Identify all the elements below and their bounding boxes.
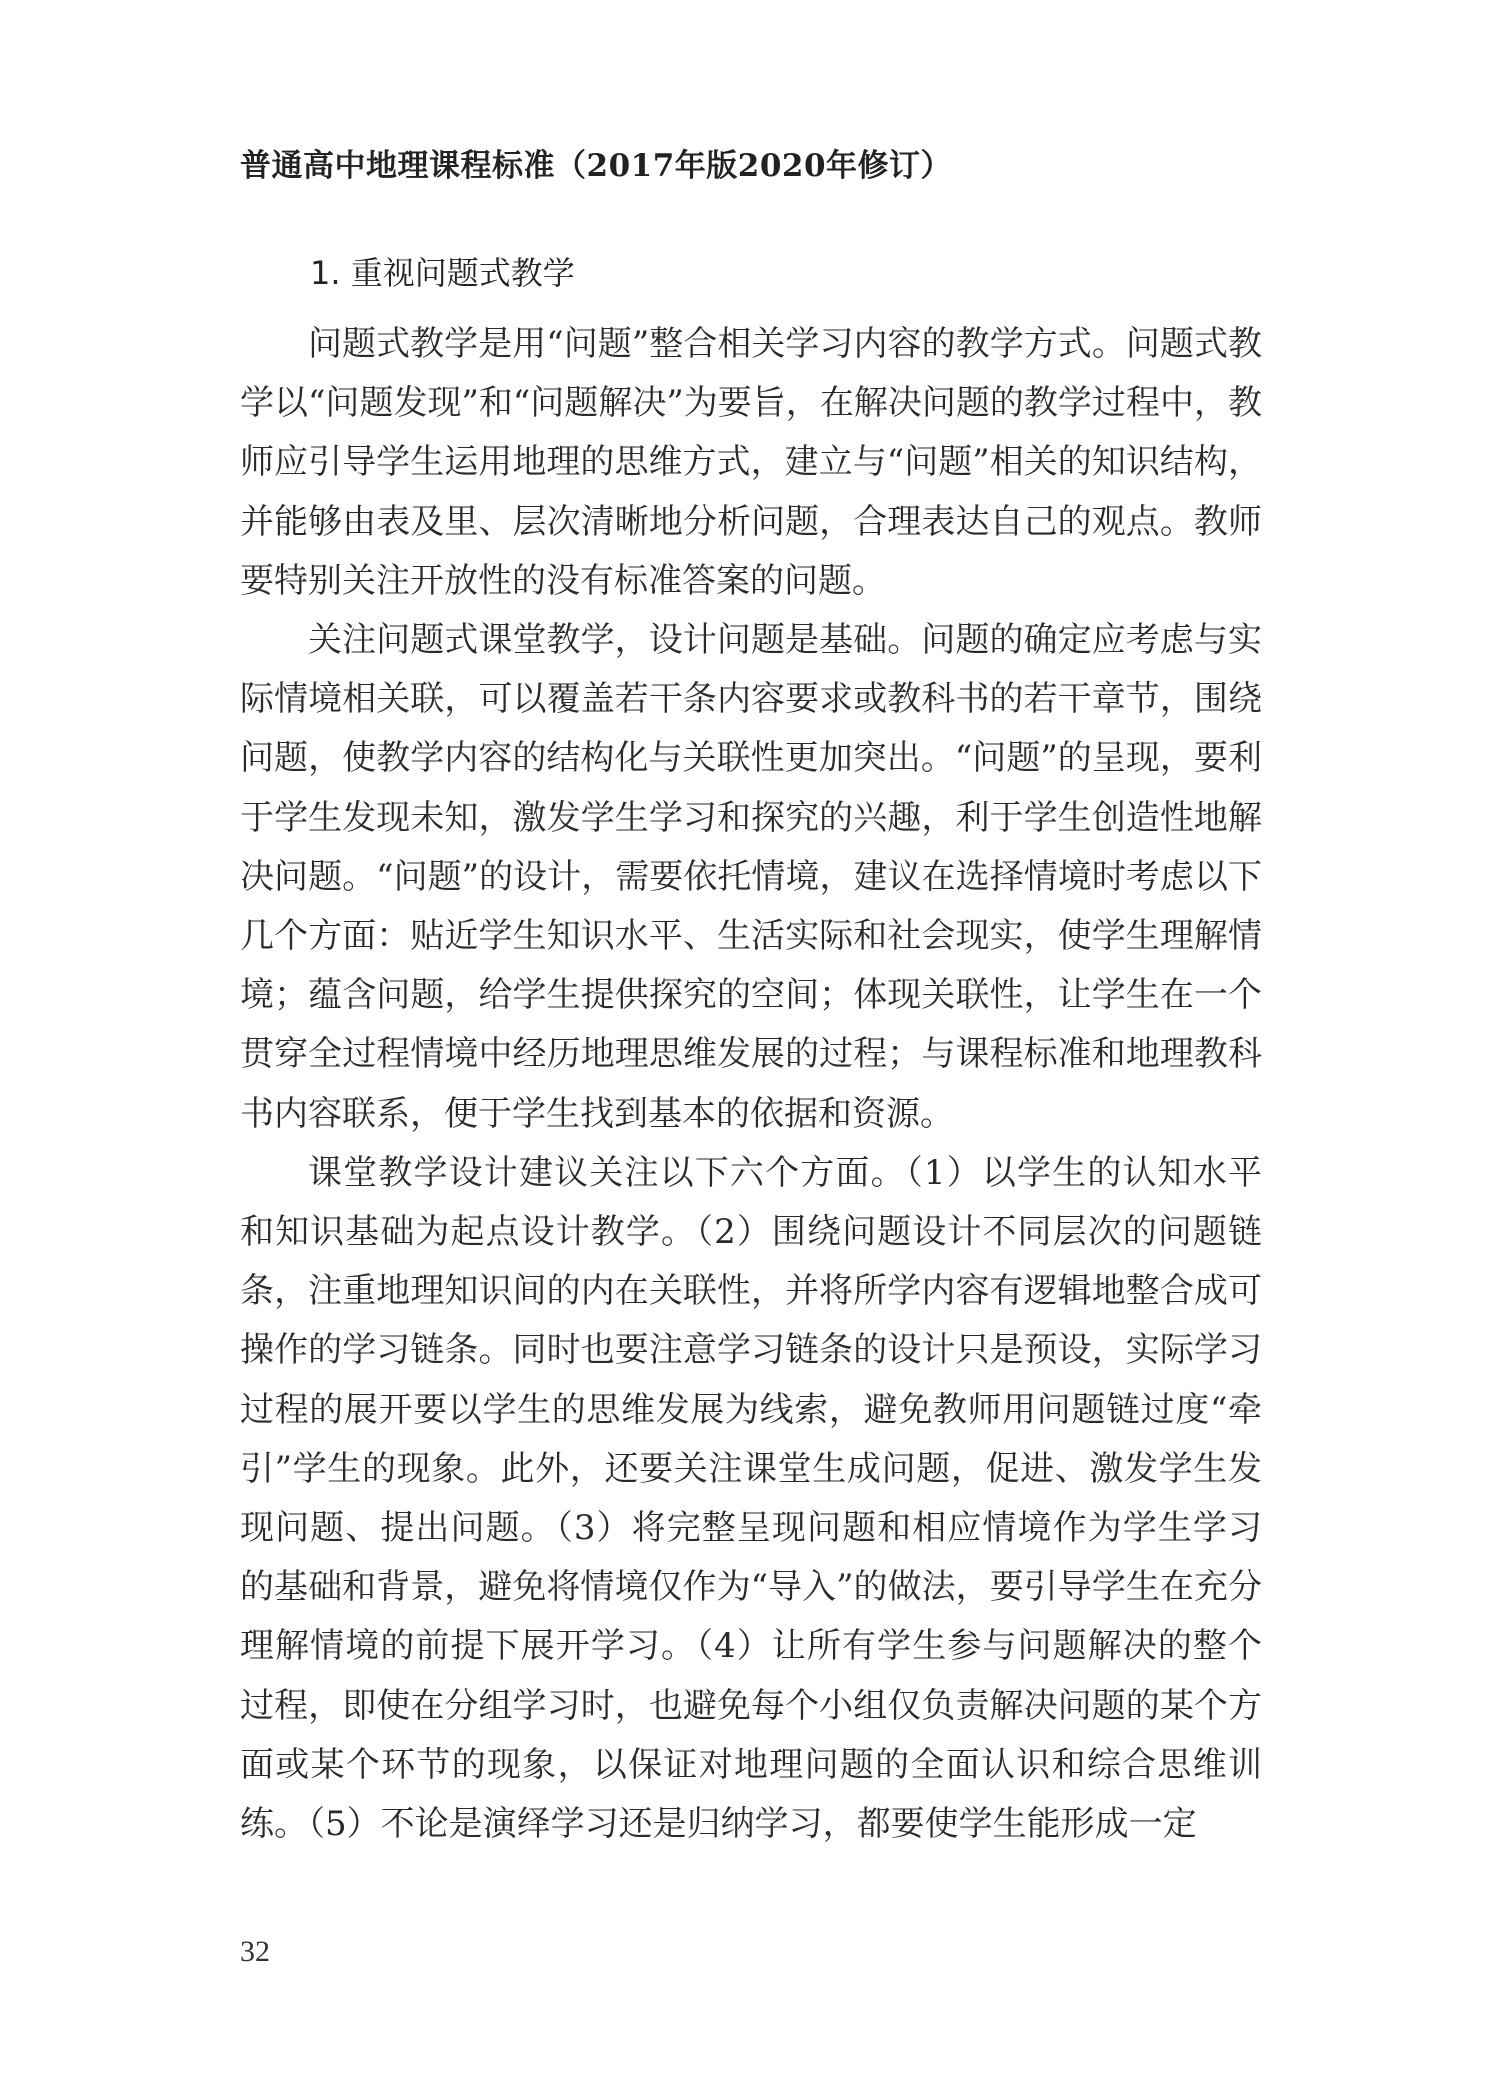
paragraph-classroom-design: 课堂教学设计建议关注以下六个方面。（1）以学生的认知水平和知识基础为起点设计教学。（2）围绕问题设计不同层次的问题链条，注重地理知识间的内在关联性，并将所学内容有逻辑地整合成可操作的学习链条。同时也要注意学习链条的设计只是预设，实际学习过程的展开要以学生的思维发展为线索，避免教师用问题链过度“牵引”学生的现象。此外，还要关注课堂生成问题，促进、激发学生发现问题、提出问题。（3）将完整呈现问题和相应情境作为学生学习的基础和背景，避免将情境仅作为“导入”的做法，要引导学生在充分理解情境的前提下展开学习。（4）让所有学生参与问题解决的整个过程，即使在分组学习时，也避免每个小组仅负责解决问题的某个方面或某个环节的现象，以保证对地理问题的全面认识和综合思维训练。（5）不论是演绎学习还是归纳学习，都要使学生能形成一定 [240, 1152, 1262, 1845]
page-number: 32 [240, 1935, 270, 1968]
paragraph-problem-based-teaching: 问题式教学是用“问题”整合相关学习内容的教学方式。问题式教学以“问题发现”和“问题解决”为要旨，在解决问题的教学过程中，教师应引导学生运用地理的思维方式，建立与“问题”相关的知识结构，并能够由表及里、层次清晰地分析问题，合理表达自己的观点。教师要特别关注开放性的没有标准答案的问题。 [240, 324, 1262, 601]
paragraph-question-design: 关注问题式课堂教学，设计问题是基础。问题的确定应考虑与实际情境相关联，可以覆盖若干条内容要求或教科书的若干章节，围绕问题，使教学内容的结构化与关联性更加突出。“问题”的呈现，要利于学生发现未知，激发学生学习和探究的兴趣，利于学生创造性地解决问题。“问题”的设计，需要依托情境，建议在选择情境时考虑以下几个方面：贴近学生知识水平、生活实际和社会现实，使学生理解情境；蕴含问题，给学生提供探究的空间；体现关联性，让学生在一个贯穿全过程情境中经历地理思维发展的过程；与课程标准和地理教科书内容联系，便于学生找到基本的依据和资源。 [240, 620, 1262, 1134]
section-heading: 1. 重视问题式教学 [310, 254, 575, 292]
running-header-title: 普通高中地理课程标准（2017年版2020年修订） [240, 148, 953, 184]
body-text [240, 315, 1262, 1854]
